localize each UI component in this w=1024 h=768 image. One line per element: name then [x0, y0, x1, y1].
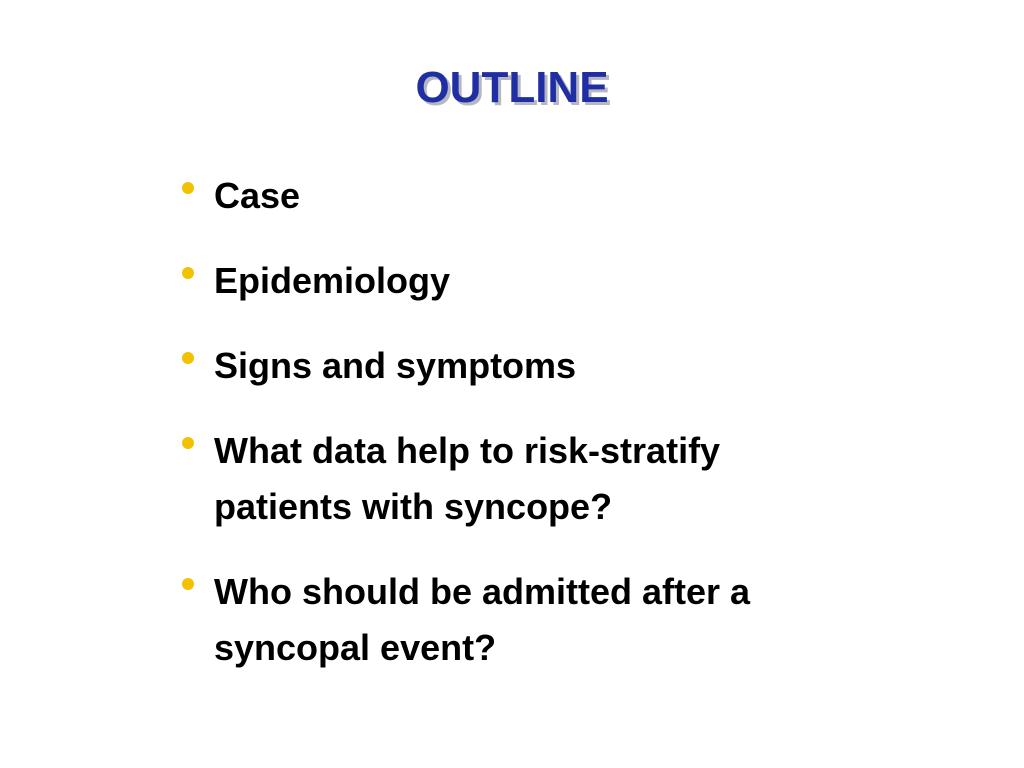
slide-title: OUTLINE — [415, 63, 609, 112]
bullet-dot-icon — [182, 267, 194, 279]
bullet-dot-icon — [182, 437, 194, 449]
bullet-text: Case — [214, 175, 301, 216]
bullet-text: What data help to risk-stratify patients with syncope? — [214, 430, 721, 527]
bullet-item-risk-stratify — [182, 423, 862, 535]
bullet-item-admission — [182, 564, 862, 676]
bullet-list — [182, 168, 862, 676]
bullet-dot-icon — [182, 352, 194, 364]
bullet-dot-icon — [182, 182, 194, 194]
bullet-text: Who should be admitted after a syncopal event? — [214, 571, 751, 668]
bullet-item-epidemiology — [182, 253, 862, 309]
bullet-text: Epidemiology — [214, 260, 451, 301]
bullet-text: Signs and symptoms — [214, 345, 577, 386]
bullet-item-signs-symptoms — [182, 338, 862, 394]
bullet-dot-icon — [182, 578, 194, 590]
bullet-item-case — [182, 168, 862, 224]
